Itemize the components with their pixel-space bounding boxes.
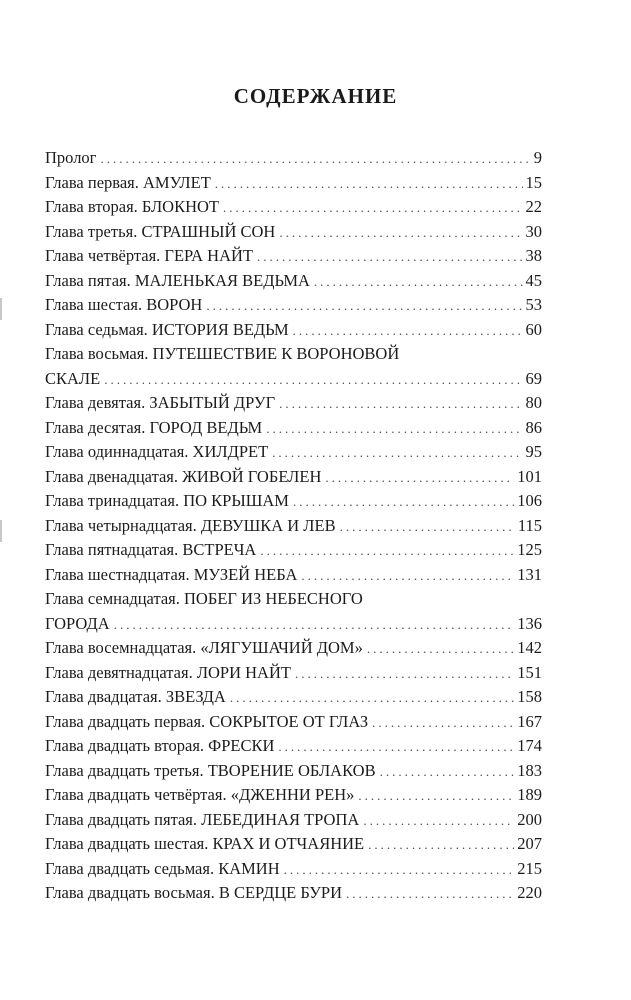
toc-page-number: 189 bbox=[517, 785, 542, 804]
dot-leader bbox=[104, 368, 522, 393]
toc-page-number: 207 bbox=[517, 834, 542, 853]
dot-leader bbox=[358, 784, 514, 809]
toc-entry-title: Глава восьмая. ПУТЕШЕСТВИЕ К ВОРОНОВОЙ bbox=[45, 344, 400, 363]
dot-leader bbox=[363, 809, 514, 834]
toc-entry[interactable] bbox=[45, 734, 542, 759]
toc-entry-line bbox=[45, 636, 542, 661]
page-title: СОДЕРЖАНИЕ bbox=[233, 84, 398, 109]
toc-entry-line bbox=[45, 171, 542, 196]
toc-entry-title: Глава пятнадцатая. ВСТРЕЧА bbox=[45, 540, 257, 559]
toc-entry-line bbox=[45, 465, 542, 490]
toc-page-number: 69 bbox=[525, 368, 542, 388]
toc-entry-title: Глава двадцать вторая. ФРЕСКИ bbox=[45, 736, 275, 755]
toc-entry-title: Глава одиннадцатая. ХИЛДРЕТ bbox=[45, 442, 269, 461]
dot-leader bbox=[100, 147, 530, 172]
toc-entry-line bbox=[45, 146, 542, 171]
toc-entry[interactable] bbox=[45, 244, 542, 269]
toc-page-number: 151 bbox=[517, 662, 542, 682]
dot-leader bbox=[367, 637, 514, 662]
dot-leader bbox=[293, 490, 514, 515]
toc-entry[interactable] bbox=[45, 171, 542, 196]
toc-entry[interactable] bbox=[45, 685, 542, 710]
toc-page-number: 15 bbox=[525, 172, 542, 192]
toc-entry-line bbox=[45, 759, 542, 784]
page-edge-mark bbox=[0, 298, 2, 320]
toc-entry[interactable] bbox=[45, 489, 542, 514]
toc-entry[interactable] bbox=[45, 808, 542, 833]
toc-entry-title: Глава четвёртая. ГЕРА НАЙТ bbox=[45, 246, 253, 265]
toc-page-number: 167 bbox=[517, 711, 542, 731]
toc-page-number: 125 bbox=[517, 540, 542, 559]
toc-entry-line bbox=[45, 440, 542, 465]
dot-leader bbox=[325, 466, 514, 491]
toc-entry-title: Пролог bbox=[45, 148, 97, 167]
toc-entry-line bbox=[45, 195, 542, 220]
toc-entry-first-line bbox=[45, 342, 542, 367]
toc-page-number: 86 bbox=[525, 417, 542, 437]
toc-entry[interactable] bbox=[45, 783, 542, 808]
toc-entry[interactable] bbox=[45, 146, 542, 171]
toc-entry[interactable] bbox=[45, 416, 542, 441]
dot-leader bbox=[278, 735, 514, 760]
toc-page-number: 22 bbox=[525, 197, 542, 216]
toc-page-number: 106 bbox=[517, 491, 542, 510]
dot-leader bbox=[314, 270, 523, 295]
toc-entry-line bbox=[45, 244, 542, 269]
toc-entry-line bbox=[45, 783, 542, 808]
toc-entry[interactable] bbox=[45, 318, 542, 343]
toc-entry[interactable] bbox=[45, 563, 542, 588]
toc-entry-title: Глава двадцать третья. ТВОРЕНИЕ ОБЛАКОВ bbox=[45, 760, 376, 780]
toc-entry-line bbox=[45, 612, 542, 637]
toc-entry-line bbox=[45, 416, 542, 441]
toc-entry-line bbox=[45, 269, 542, 294]
dot-leader bbox=[293, 319, 523, 344]
toc-entry-title: Глава двадцать четвёртая. «ДЖЕННИ РЕН» bbox=[45, 785, 355, 804]
dot-leader bbox=[215, 172, 523, 197]
toc-page-number: 60 bbox=[525, 319, 542, 339]
toc-entry[interactable] bbox=[45, 587, 542, 636]
toc-page-number: 158 bbox=[517, 687, 542, 706]
toc-page-number: 95 bbox=[525, 442, 542, 461]
toc-page-number: 183 bbox=[517, 760, 542, 780]
dot-leader bbox=[266, 417, 522, 442]
toc-entry[interactable] bbox=[45, 661, 542, 686]
dot-leader bbox=[223, 196, 523, 221]
toc-entry-title: Глава первая. АМУЛЕТ bbox=[45, 172, 211, 192]
toc-page-number: 53 bbox=[525, 295, 542, 314]
toc-entry-line bbox=[45, 391, 542, 416]
toc-entry-title: Глава третья. СТРАШНЫЙ СОН bbox=[45, 221, 276, 241]
toc-page-number: 215 bbox=[517, 858, 542, 878]
toc-page-number: 30 bbox=[525, 221, 542, 241]
toc-entry-line bbox=[45, 832, 542, 857]
dot-leader bbox=[230, 686, 514, 711]
toc-entry-title-continued: ГОРОДА bbox=[45, 613, 110, 633]
toc-entry-title: Глава седьмая. ИСТОРИЯ ВЕДЬМ bbox=[45, 319, 289, 339]
toc-entry[interactable] bbox=[45, 440, 542, 465]
toc-entry-title: Глава четырнадцатая. ДЕВУШКА И ЛЕВ bbox=[45, 515, 336, 535]
dot-leader bbox=[340, 515, 515, 540]
toc-entry[interactable] bbox=[45, 636, 542, 661]
dot-leader bbox=[368, 833, 514, 858]
toc-entry-title: Глава девятнадцатая. ЛОРИ НАЙТ bbox=[45, 662, 291, 682]
toc-entry-line bbox=[45, 563, 542, 588]
toc-entry-line bbox=[45, 808, 542, 833]
toc-entry-title: Глава двадцатая. ЗВЕЗДА bbox=[45, 687, 226, 706]
toc-entry[interactable] bbox=[45, 269, 542, 294]
toc-page-number: 115 bbox=[517, 515, 542, 535]
page-edge-mark bbox=[0, 520, 2, 542]
toc-entry-title: Глава двенадцатая. ЖИВОЙ ГОБЕЛЕН bbox=[45, 466, 322, 486]
toc-entry-title: Глава шестая. ВОРОН bbox=[45, 295, 203, 314]
toc-page-number: 38 bbox=[525, 246, 542, 265]
toc-entry-line bbox=[45, 857, 542, 882]
toc-entry-line bbox=[45, 734, 542, 759]
toc-page-number: 45 bbox=[525, 270, 542, 290]
toc-entry-title: Глава двадцать пятая. ЛЕБЕДИНАЯ ТРОПА bbox=[45, 809, 360, 829]
dot-leader bbox=[380, 760, 515, 785]
toc-entry-title: Глава двадцать шестая. КРАХ И ОТЧАЯНИЕ bbox=[45, 834, 365, 853]
toc-page-number: 131 bbox=[517, 564, 542, 584]
toc-entry-first-line bbox=[45, 587, 542, 612]
toc-entry-title: Глава двадцать восьмая. В СЕРДЦЕ БУРИ bbox=[45, 883, 343, 902]
toc-entry-title: Глава девятая. ЗАБЫТЫЙ ДРУГ bbox=[45, 393, 276, 412]
toc-entry-title: Глава двадцать седьмая. КАМИН bbox=[45, 858, 280, 878]
dot-leader bbox=[260, 539, 514, 564]
toc-entry-title: Глава двадцать первая. СОКРЫТОЕ ОТ ГЛАЗ bbox=[45, 711, 369, 731]
toc-entry-line bbox=[45, 220, 542, 245]
toc-entry[interactable] bbox=[45, 710, 542, 735]
toc-page-number: 136 bbox=[517, 613, 542, 633]
toc-entry-line bbox=[45, 881, 542, 906]
dot-leader bbox=[257, 245, 523, 270]
toc-entry[interactable] bbox=[45, 832, 542, 857]
dot-leader bbox=[114, 613, 515, 638]
toc-entry-line bbox=[45, 293, 542, 318]
toc-page-number: 220 bbox=[517, 883, 542, 902]
toc-page-number: 174 bbox=[517, 736, 542, 755]
toc-entry-title: Глава шестнадцатая. МУЗЕЙ НЕБА bbox=[45, 564, 298, 584]
toc-page-number: 142 bbox=[517, 638, 542, 657]
toc-entry-title: Глава вторая. БЛОКНОТ bbox=[45, 197, 219, 216]
toc-entry-line bbox=[45, 685, 542, 710]
toc-entry[interactable] bbox=[45, 759, 542, 784]
toc-entry-line bbox=[45, 318, 542, 343]
toc-entry-line bbox=[45, 538, 542, 563]
dot-leader bbox=[295, 662, 514, 687]
toc-entry[interactable] bbox=[45, 391, 542, 416]
table-of-contents bbox=[45, 146, 542, 906]
toc-entry-line bbox=[45, 489, 542, 514]
toc-entry[interactable] bbox=[45, 881, 542, 906]
toc-entry-title: Глава восемнадцатая. «ЛЯГУШАЧИЙ ДОМ» bbox=[45, 638, 363, 657]
toc-entry-title: Глава семнадцатая. ПОБЕГ ИЗ НЕБЕСНОГО bbox=[45, 589, 363, 608]
toc-entry[interactable] bbox=[45, 220, 542, 245]
dot-leader bbox=[206, 294, 522, 319]
toc-entry-line bbox=[45, 514, 542, 539]
toc-entry-title: Глава десятая. ГОРОД ВЕДЬМ bbox=[45, 417, 263, 437]
toc-entry[interactable] bbox=[45, 514, 542, 539]
dot-leader bbox=[272, 441, 522, 466]
toc-entry-line bbox=[45, 367, 542, 392]
dot-leader bbox=[279, 392, 522, 417]
toc-page-number: 9 bbox=[533, 148, 542, 167]
dot-leader bbox=[284, 858, 515, 883]
toc-page-number: 80 bbox=[525, 393, 542, 412]
toc-entry[interactable] bbox=[45, 293, 542, 318]
toc-entry-title: Глава пятая. МАЛЕНЬКАЯ ВЕДЬМА bbox=[45, 270, 310, 290]
toc-entry[interactable] bbox=[45, 342, 542, 391]
toc-entry-line bbox=[45, 710, 542, 735]
toc-page-number: 200 bbox=[517, 809, 542, 829]
dot-leader bbox=[346, 882, 514, 907]
toc-entry[interactable] bbox=[45, 538, 542, 563]
toc-page-number: 101 bbox=[517, 466, 542, 486]
toc-entry-title: Глава тринадцатая. ПО КРЫШАМ bbox=[45, 491, 289, 510]
toc-entry[interactable] bbox=[45, 857, 542, 882]
toc-entry-title-continued: СКАЛЕ bbox=[45, 368, 101, 388]
dot-leader bbox=[372, 711, 514, 736]
toc-entry[interactable] bbox=[45, 195, 542, 220]
toc-entry-line bbox=[45, 661, 542, 686]
dot-leader bbox=[301, 564, 514, 589]
toc-entry[interactable] bbox=[45, 465, 542, 490]
dot-leader bbox=[279, 221, 522, 246]
